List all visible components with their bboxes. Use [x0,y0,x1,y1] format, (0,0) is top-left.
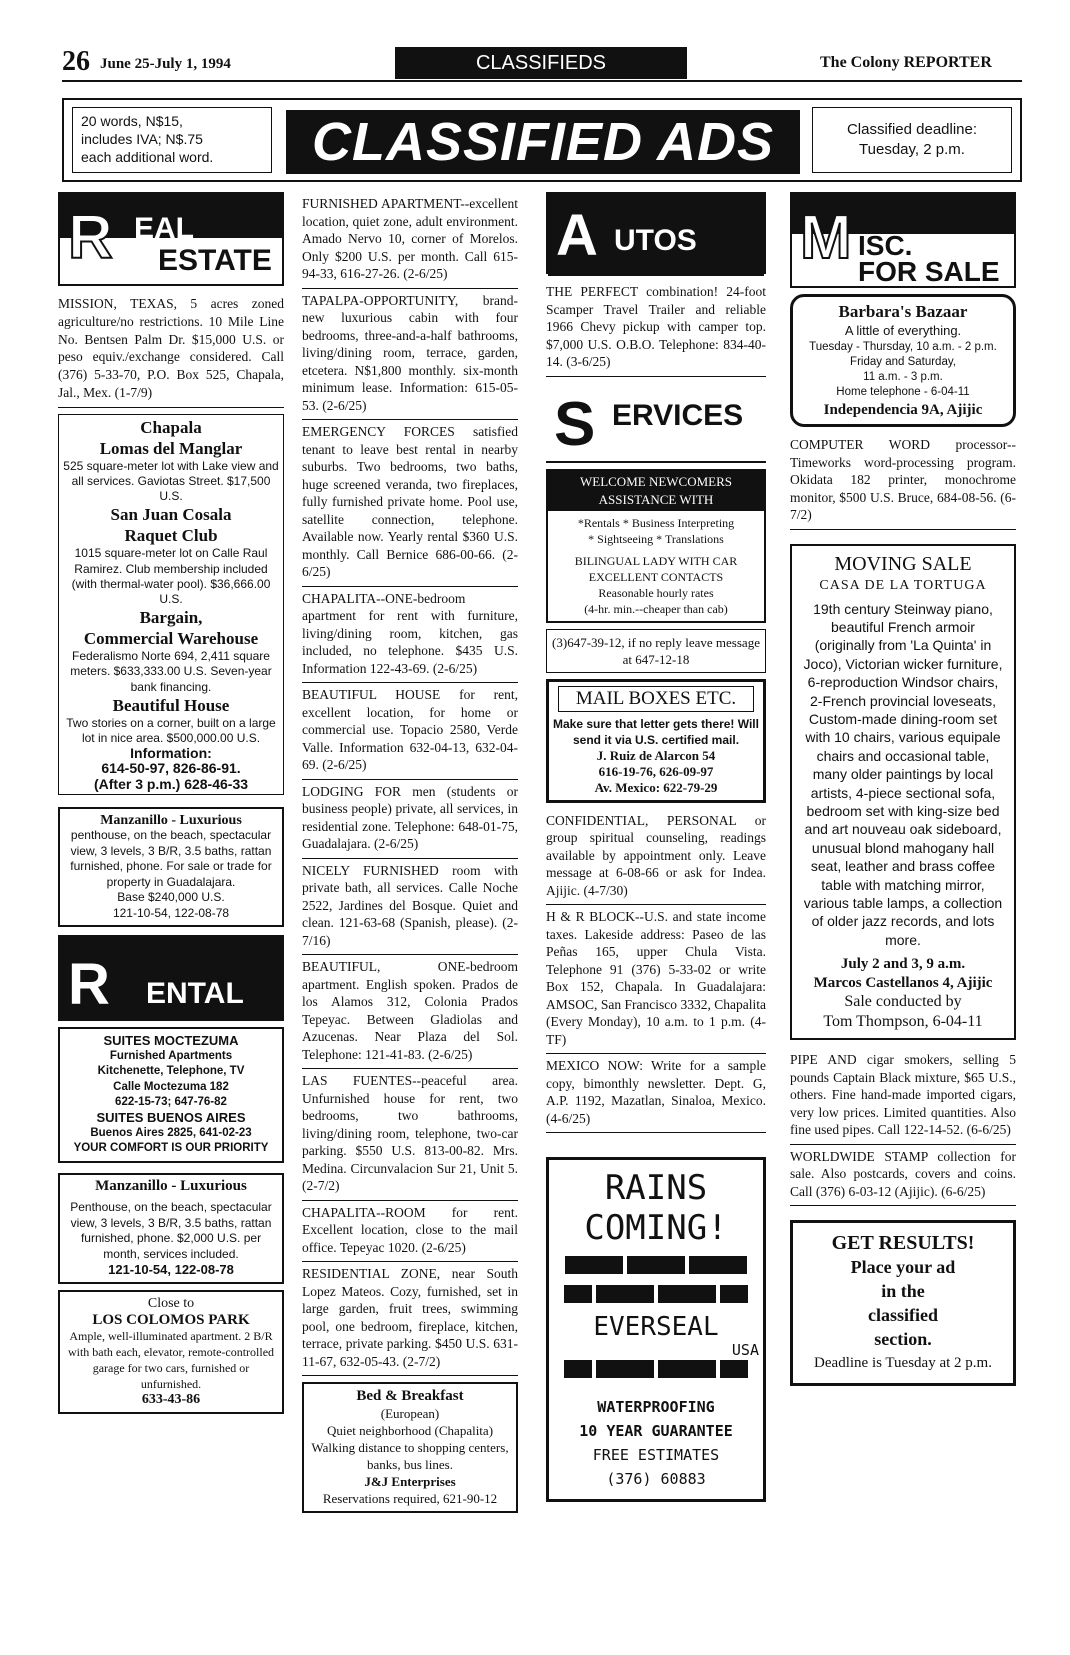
phone-message-box: (3)647-39-12, if no reply leave message at 647-12-18 [546,629,766,673]
suites-line: Calle Moctezuma 182 [113,1080,229,1093]
listing-title: Lomas del Manglar [99,438,243,458]
manzanillo-rent-box [58,1173,284,1284]
ad-line: Tuesday - Thursday, 10 a.m. - 2 p.m. [809,341,997,353]
ad-body: Penthouse, on the beach, spectacular view, 3 levels, 3 B/R, 3.5 baths, rattan furnished, phone. $2,000 U.S. per month, services included. [70,1200,272,1261]
publication-name: The Colony REPORTER [820,54,992,71]
ad-line: 616-19-76, 626-09-97 [598,763,714,779]
ad-line: (European) [380,1406,440,1421]
listing-title: Bargain, [139,608,203,628]
ad-line: section. [874,1329,932,1350]
ad-body: Ample, well-illuminated apartment. 2 B/R with bath each, elevator, remote-controlled garage for two cars, furnished or unfurnished. [67,1328,275,1391]
heading-letter: A [556,203,598,268]
ad-line: Independencia 9A, Ajijic [823,402,983,418]
ad-title: Bed & Breakfast [356,1388,464,1404]
heading-letter: R [68,203,113,272]
ad-line: in the [881,1281,925,1302]
heading-word: FOR SALE [858,256,1000,287]
classified-ad: THE PERFECT combination! 24-foot Scamper Travel Trailer and reliable 1966 Chevy pickup with camper top. $7,000 U.S. O.B.O. Telephone: 834-40-14. (3-6/25) [546,280,766,377]
heading-word: EAL [134,212,194,245]
mail-boxes-box [546,679,766,803]
ad-line: *Rentals * Business Interpreting [577,515,735,530]
suites-line: YOUR COMFORT IS OUR PRIORITY [73,1142,269,1155]
suites-line: SUITES MOCTEZUMA [103,1033,239,1049]
heading-letter: S [554,389,596,459]
heading-letter: M [800,203,852,272]
header-rule [62,80,1022,82]
classified-ad: H & R BLOCK--U.S. and state income taxes. Lakeside address: Paseo de las Peñas 165, upper Chula Vista. Telephone 91 (376) 5-33-02 or write Box 152, Chapala. In Guadalajara: AMSOC, San Francisco 3332, Chapalita (Every Monday), 10 a.m. to 1 p.m. (4-TF) [546,905,766,1054]
ad-line: Quiet neighborhood (Chapalita) [326,1423,494,1438]
brand-suffix: USA [731,1341,759,1359]
classified-ad: BEAUTIFUL, ONE-bedroom apartment. English spoken. Prados de los Alamos 312, Colonia Prados Tepeyac. Between Gladiolas and Azucenas. Near Plaza del Sol. Telephone: 121-41-83. (2-6/25) [302,955,518,1069]
info-label: Information: [130,745,212,762]
listing-title: Raquet Club [124,526,218,546]
classified-ad: MEXICO NOW: Write for a sample copy, bimonthly newsletter. Dept. G, A.P. 1192, Mazatlan, Sinaloa, Mexico. (4-6/25) [546,1054,766,1133]
ad-line: J&J Enterprises [364,1474,456,1489]
listing-title: Beautiful House [112,695,230,715]
listing-body: 1015 square-meter lot on Calle Raul Ramirez. Club membership included (with thermal-water pool). $36,666.00 U.S. [71,546,271,606]
moving-sale-box [790,544,1016,1041]
classified-ad: NICELY FURNISHED room with private bath, all services. Calle Noche 2522, Jardines del Bosque. Quiet and clean. 121-63-68 (Spanish, please). (2-7/16) [302,859,518,956]
ad-subtitle: CASA DE LA TORTUGA [819,577,987,593]
ad-title: Manzanillo - Luxurious [100,812,242,828]
ad-line: Reservations required, 621-90-12 [322,1491,498,1506]
ad-headline: COMING! [584,1208,728,1248]
autos-heading [546,192,766,274]
info-after: (After 3 p.m.) 628-46-33 [93,775,249,792]
ad-price: Base $240,000 U.S. [117,890,225,905]
heading-word: ERVICES [612,398,744,432]
ad-phone: 121-10-54, 122-08-78 [108,1262,234,1278]
ad-line: Place your ad [850,1257,956,1278]
column-real-estate [58,192,284,1420]
ad-title: MAIL BOXES ETC. [558,686,754,712]
ad-headline: RAINS [604,1168,708,1208]
heading-letter: R [68,952,110,1018]
deadline-line: Tuesday, 2 p.m. [859,141,965,158]
rates-line: includes IVA; N$.75 [81,131,203,147]
brand-name: EVERSEAL [593,1312,719,1342]
manzanillo-sale-box [58,807,284,928]
ad-line: A little of everything. [844,323,962,338]
colomos-box [58,1290,284,1414]
ad-line: J. Ruiz de Alarcon 54 [596,747,716,763]
classified-ad: CHAPALITA--ROOM for rent. Excellent location, close to the mail office. Tepeyac 1020. (2-6/25) [302,1201,518,1263]
listing-title: San Juan Cosala [110,505,232,525]
ad-title: GET RESULTS! [831,1232,975,1255]
suites-line: Kitchenette, Telephone, TV [97,1065,245,1078]
classified-ad: MISSION, TEXAS, 5 acres zoned agriculture/no restrictions. 10 Mile Line No. Bentsen Palm Dr. $15,000 U.S. or peso equiv./exchange considered. Call (376) 5-33-70, P.O. Box 525, Chapala, Jal., Mex. (1-7/9) [58,292,284,408]
listing-title: Commercial Warehouse [83,629,259,649]
ad-line: Tom Thompson, 6-04-11 [823,1013,983,1031]
column-misc [790,192,1016,1392]
rates-box [72,107,272,173]
ad-line: 11 a.m. - 3 p.m. [863,371,943,383]
ad-line: 10 YEAR GUARANTEE [579,1422,733,1440]
bed-and-breakfast-box [302,1382,518,1513]
get-results-box [790,1220,1016,1386]
ad-line: EXCELLENT CONTACTS [588,569,724,584]
ad-title: Barbara's Bazaar [838,302,968,321]
ad-title: MOVING SALE [834,552,972,575]
suites-line: Furnished Apartments [109,1049,233,1062]
ad-title: WELCOME NEWCOMERS [579,473,733,489]
brick-logo [553,1358,759,1387]
classified-ad: TAPALPA-OPPORTUNITY, brand-new luxurious cabin with four bedrooms, three-and-a-half bathrooms, living/dining room, terrace, garden, etcetera. N$1,800 monthly. six-month minimum lease. Information: 615-05-53. (2-6/25) [302,289,518,421]
issue-date: June 25-July 1, 1994 [100,56,231,72]
ad-title: LOS COLOMOS PARK [92,1311,250,1328]
suites-line: Buenos Aires 2825, 641-02-23 [90,1126,252,1139]
info-phones: 614-50-97, 826-86-91. [101,760,241,777]
services-heading [546,385,766,463]
classified-ad: COMPUTER WORD processor--Timeworks word-processing program. Okidata 182 printer, monochrome monitor, $500 U.S. Bruce, 684-08-56. (6-7/2) [790,433,1016,530]
ad-title: Manzanillo - Luxurious [95,1177,247,1194]
classified-ad: LODGING FOR men (students or business people) private, all services, in residential zone. Telephone: 648-01-75, Guadalajara. (2-6/25) [302,780,518,859]
listing-body: 525 square-meter lot with Lake view and all services. Gaviotas Street. $17,500 U.S. [63,458,279,504]
real-estate-heading [58,192,284,286]
classified-ad: RESIDENTIAL ZONE, near South Lopez Mateos. Cozy, furnished, set in large garden, fruit trees, swimming pool, one bedroom, fireplace, kitchen, terrace, private parking. $450 U.S. 631-11-67, 632-05-43. (2-7/2) [302,1262,518,1376]
ad-body: 19th century Steinway piano, beautiful French armoir (originally from 'La Quinta' in Joco), Victorian wicker furniture, 6-reproduction Windsor chairs, 2-French provincial loveseats, Custom-made dining-room set with 10 chairs, various equipale chairs and occasional table, many older paintings by local artists, 4-piece sectional sofa, bedroom set with king-size bed and art nouveau oak sideboard, unusual blond mahogany hall seat, leather and brass coffee table with matching mirror, various table lamps, a collection of older jazz records, and lots more. [803,600,1003,948]
everseal-box [546,1157,766,1502]
classified-ad: CONFIDENTIAL, PERSONAL or group spiritual counseling, readings available by appointment only. Leave message at 6-08-66 or ask for Indea. Ajijic. (4-7/30) [546,809,766,906]
ad-line: (4-hr. min.--cheaper than cab) [584,601,728,616]
ad-line: Deadline is Tuesday at 2 p.m. [814,1355,992,1372]
classified-ad: FURNISHED APARTMENT--excellent location, quiet zone, adult environment. Amado Nervo 10, corner of Morelos. Only $200 U.S. per month. Call 615-94-33, 616-27-26. (2-6/25) [302,192,518,289]
ad-line: Make sure that letter gets there! Will send it via U.S. certified mail. [553,716,759,747]
deadline-line: Classified deadline: [846,121,978,138]
rates-line: 20 words, N$15, [81,113,183,129]
listing-title: Chapala [140,417,202,437]
column-rentals [302,192,518,1519]
page-number: 26 [62,46,90,77]
ad-line: Close to [147,1295,195,1311]
brick-logo [553,1254,759,1312]
classified-ad: PIPE AND cigar smokers, selling 5 pounds Captain Black mixture, $65 U.S., others. Fine hand-made imported cigars, very low prices. Limited quantities. Also fine used pipes. Call 122-14-52. (6-6/25) [790,1048,1016,1145]
classified-ad: CHAPALITA--ONE-bedroom apartment for rent with furniture, living/dining room, kitchen, gas included, no telephone. $435 U.S. Information 122-43-69. (2-6/25) [302,587,518,684]
ad-line: * Sightseeing * Translations [588,531,724,546]
classified-ads-title: CLASSIFIED ADS [286,110,800,174]
ad-line: Av. Mexico: 622-79-29 [594,779,718,795]
barbaras-bazaar-box [790,294,1016,427]
suites-box [58,1027,284,1162]
section-label: CLASSIFIEDS [395,47,687,79]
ad-line: Friday and Saturday, [850,356,956,368]
rental-heading [58,935,284,1021]
welcome-newcomers-box [546,469,766,623]
ad-phone: (376) 60883 [606,1470,706,1488]
ad-line: Sale conducted by [844,993,962,1011]
column-autos-services [546,192,766,1508]
classified-ad: WORLDWIDE STAMP collection for sale. Also postcards, covers and coins. Call (376) 6-03-12 (Ajijic). (6-6/25) [790,1145,1016,1207]
listing-body: Federalismo Norte 694, 2,411 square meters. $633,333.00 U.S. Seven-year bank financing. [70,649,272,694]
ad-date: July 2 and 3, 9 a.m. [840,956,966,973]
ad-line: Home telephone - 6-04-11 [836,386,970,398]
classified-ad: LAS FUENTES--peaceful area. Unfurnished house for rent, two bedrooms, two bathrooms, living/dining room, telephone, two-car parking. $550 U.S. 813-00-82. Mrs. Medina. Circunvalacion Sur 21, Unit 5. (2-7/2) [302,1069,518,1201]
classified-ad: EMERGENCY FORCES satisfied tenant to leave best rental in nearby suburbs. Two bedrooms, two baths, huge screened veranda, two fireplaces, fully furnished private home. Pool use, satellite connection, telephone. Available now. Yearly rental $360 U.S. monthly. Call Bernice 686-00-66. (2-6/25) [302,420,518,587]
suites-line: 622-15-73; 647-76-82 [115,1095,227,1108]
heading-word: ISC. [858,230,913,261]
rates-line: each additional word. [81,149,214,165]
ad-line: Reasonable hourly rates [598,585,714,600]
chapala-listings-box [58,414,284,795]
ad-phone: 121-10-54, 122-08-78 [112,905,230,920]
ad-title: ASSISTANCE WITH [598,491,714,507]
ad-address: Marcos Castellanos 4, Ajijic [813,974,993,991]
heading-word: ESTATE [158,244,272,277]
ad-line: BILINGUAL LADY WITH CAR [574,553,738,568]
misc-heading [790,192,1016,288]
ad-line: Walking distance to shopping centers, banks, bus lines. [311,1440,509,1472]
deadline-box [812,107,1012,173]
ad-phone: 633-43-86 [141,1391,201,1407]
ad-line: WATERPROOFING [597,1398,715,1416]
listing-body: Two stories on a corner, built on a large lot in nice area. $500,000.00 U.S. [66,715,276,746]
heading-word: UTOS [614,224,697,257]
ad-line: FREE ESTIMATES [592,1446,720,1464]
classified-ad: BEAUTIFUL HOUSE for rent, excellent location, for home or commercial use. Topacio 2580, Verde Valle. Information 632-04-13, 632-04-69. (2-6/25) [302,683,518,780]
ad-line: classified [868,1305,938,1326]
ad-body: penthouse, on the beach, spectacular view, 3 levels, 3 B/R, 3.5 baths, rattan furnished, phone. For sale or trade for property in Guadalajara. [70,828,272,889]
heading-word: ENTAL [146,977,244,1011]
suites-line: SUITES BUENOS AIRES [96,1110,246,1126]
